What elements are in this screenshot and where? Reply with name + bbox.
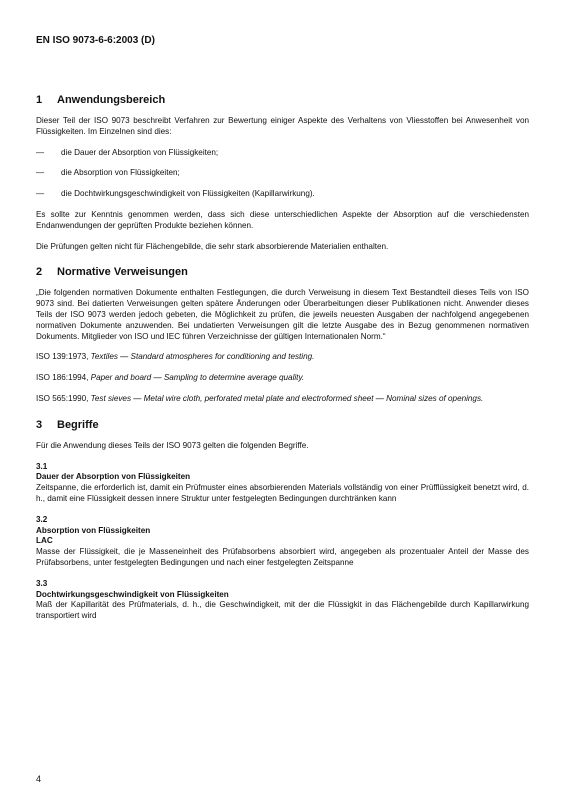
section-title: Anwendungsbereich (57, 94, 166, 106)
term-number: 3.3 (36, 578, 48, 588)
term-abbreviation: LAC (36, 536, 53, 546)
section-normative-references (36, 266, 529, 404)
section-heading (36, 266, 529, 279)
term-number: 3.1 (36, 461, 48, 471)
dash-mark: — (36, 147, 45, 157)
reference-title: Test sieves — Metal wire cloth, perforated metal plate and electroformed sheet — Nominal sizes of openings. (90, 393, 484, 403)
term-name: Dauer der Absorption von Flüssigkeiten (36, 472, 191, 482)
paragraph: Die Prüfungen gelten nicht für Flächengebilde, die sehr stark absorbierende Materialien enthalten. (36, 241, 389, 251)
page-content (36, 94, 529, 636)
section-number: 2 (36, 266, 43, 279)
list-item (36, 189, 529, 200)
section-title: Normative Verweisungen (57, 266, 188, 279)
term-name: Absorption von Flüssigkeiten (36, 525, 151, 535)
list-item-text: die Dauer der Absorption von Flüssigkeiten; (61, 147, 219, 157)
term-entry (36, 579, 529, 622)
document-header: EN ISO 9073-6-6:2003 (D) (36, 35, 155, 46)
list-item (36, 168, 529, 179)
dash-mark: — (36, 189, 45, 199)
term-entry (36, 462, 529, 505)
section-heading (36, 419, 529, 432)
list-item-text: die Absorption von Flüssigkeiten; (61, 168, 180, 178)
reference-item (36, 352, 529, 363)
term-definition: Maß der Kapillarität des Prüfmaterials, d. h., die Geschwindigkeit, mit der die Flüssigkit in das Flächengebilde durch Kapillarwirkung transportiert wird (36, 600, 529, 621)
section-terms (36, 419, 529, 622)
list-item (36, 148, 529, 159)
list-item-text: die Dochtwirkungsgeschwindigkeit von Flüssigkeiten (Kapillarwirkung). (61, 189, 315, 199)
section-scope (36, 94, 529, 252)
term-number: 3.2 (36, 514, 48, 524)
reference-title: Paper and board — Sampling to determine average quality. (90, 373, 305, 383)
reference-code: ISO 139:1973, (36, 352, 89, 362)
reference-item (36, 373, 529, 384)
section-number: 3 (36, 418, 43, 431)
paragraph: Für die Anwendung dieses Teils der ISO 9073 gelten die folgenden Begriffe. (36, 440, 309, 450)
term-definition: Zeitspanne, die erforderlich ist, damit ein Prüfmuster eines absorbierenden Materials vollständig von einer Prüfflüssigkeit benetzt wird, d. h., damit eine Flüssigkeit dessen innere Struktur unter festgelegten Bedingungen durchtränken kann (36, 483, 529, 503)
reference-item (36, 394, 529, 405)
section-heading (36, 94, 529, 107)
page-number: 4 (36, 774, 42, 784)
reference-code: ISO 565:1990, (36, 393, 89, 403)
term-definition: Masse der Flüssigkeit, die je Masseneinheit des Prüfabsorbens absorbiert wird, angegeben als prozentualer Anteil der Masse des Prüfabsorbens, unter festgelegten Bedingungen und nach einer festgelegten Zeitspanne (36, 547, 529, 567)
section-number: 1 (36, 94, 43, 106)
dash-mark: — (36, 168, 45, 178)
reference-title: Textiles — Standard atmospheres for conditioning and testing. (90, 352, 315, 362)
paragraph: Es sollte zur Kenntnis genommen werden, dass sich diese unterschiedlichen Aspekte der Absorption auf die verschiedensten Endanwendungen der geprüften Produkte beziehen können. (36, 209, 529, 230)
term-name: Dochtwirkungsgeschwindigkeit von Flüssigkeiten (36, 589, 229, 599)
paragraph: „Die folgenden normativen Dokumente enthalten Festlegungen, die durch Verweisung in diesem Text Bestandteil dieses Teils von ISO 9073 sind. Bei datierten Verweisungen gelten spätere Änderungen oder Überarbeitungen dieser Publikationen nicht. Anwender dieses Teils der ISO 9073 werden jedoch gebeten, die Möglichkeit zu prüfen, die jeweils neuesten Ausgaben der nachfolgend angegebenen normativen Dokumente anzuwenden. Bei undatierten Verweisungen gilt die letzte Ausgabe des in Bezug genommenen normativen Dokuments. Mitglieder von ISO und IEC führen Verzeichnisse der gültigen Internationalen Norm.“ (36, 288, 529, 341)
reference-code: ISO 186:1994, (36, 373, 89, 383)
term-entry (36, 515, 529, 569)
paragraph: Dieser Teil der ISO 9073 beschreibt Verfahren zur Bewertung einiger Aspekte des Verhaltens von Vliesstoffen bei Anwesenheit von Flüssigkeiten. Im Einzelnen sind dies: (36, 116, 529, 136)
section-title: Begriffe (57, 418, 99, 431)
